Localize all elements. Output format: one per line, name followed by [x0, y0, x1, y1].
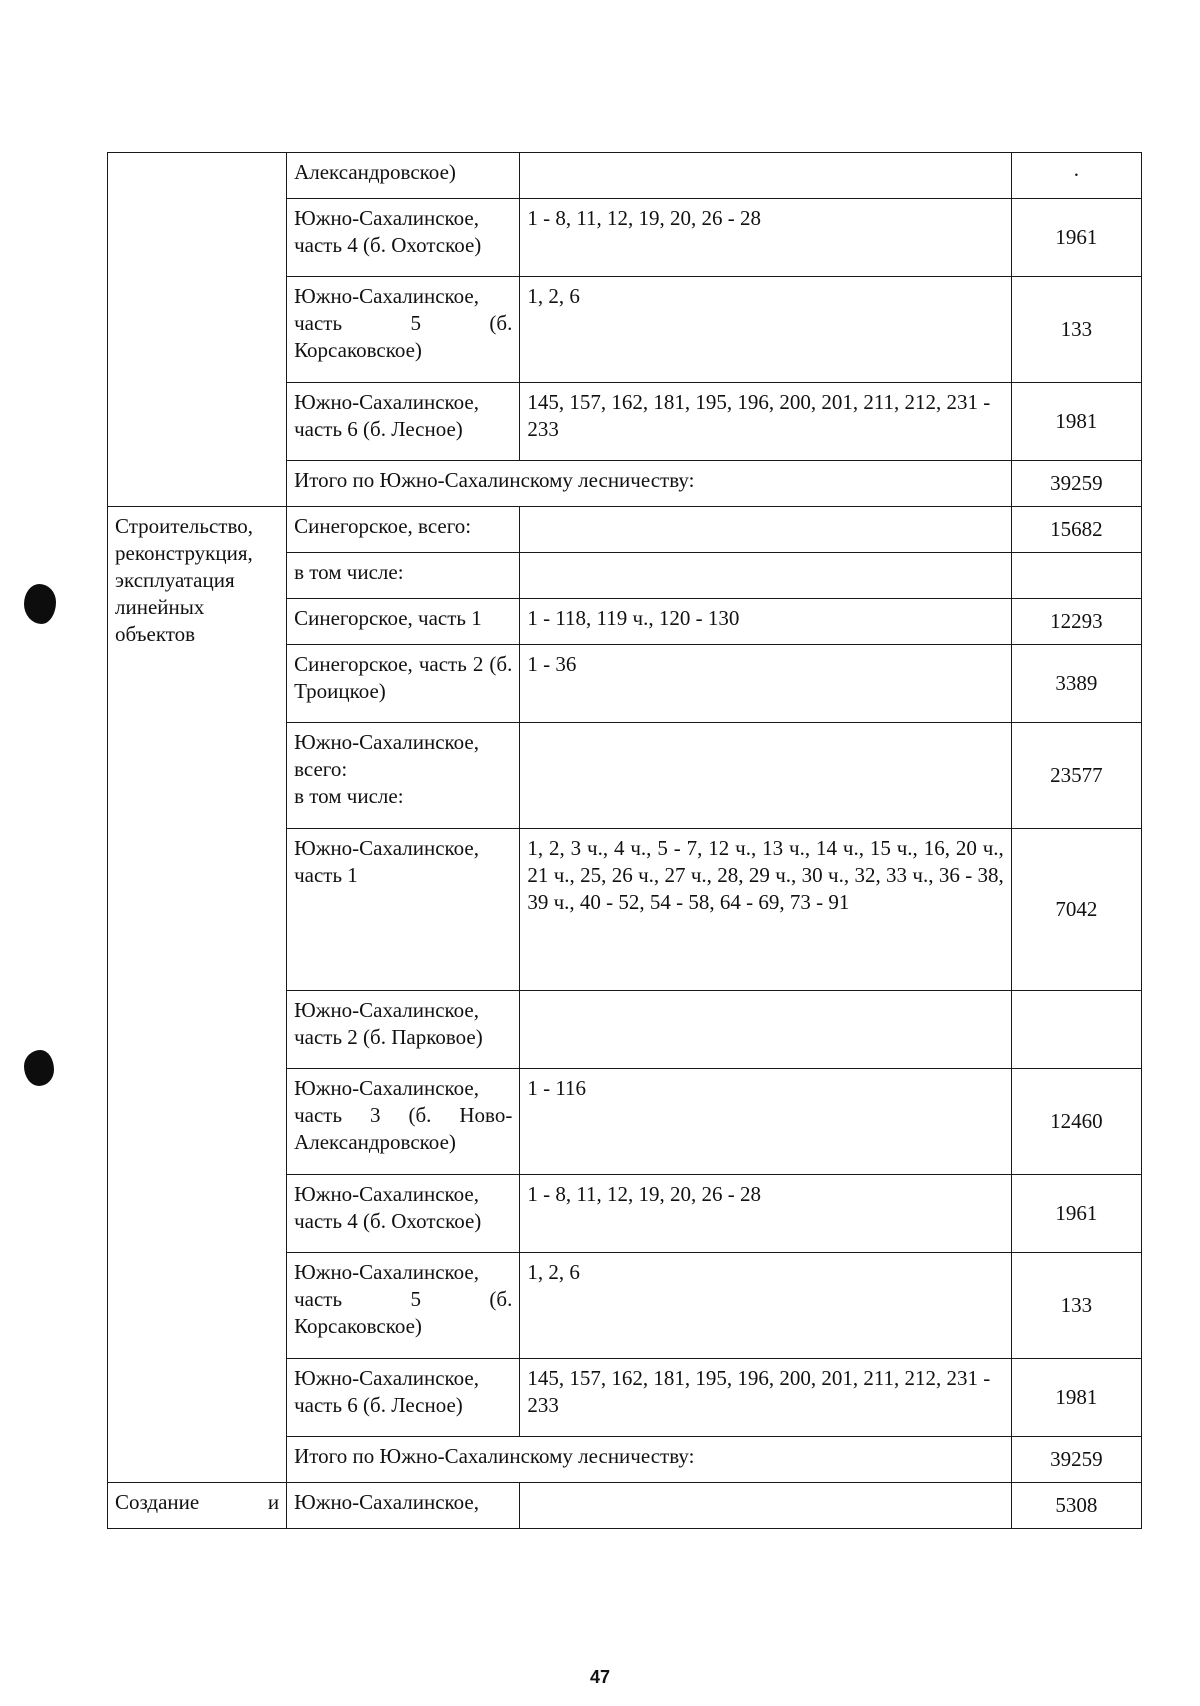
quarters-cell	[520, 723, 1011, 829]
ink-blot	[24, 1050, 54, 1086]
quarters-cell: 1 - 36	[520, 645, 1011, 723]
area-cell: 12460	[1011, 1069, 1141, 1175]
area-cell: 39259	[1011, 461, 1141, 507]
ink-blot	[24, 584, 56, 624]
quarters-cell: 145, 157, 162, 181, 195, 196, 200, 201, 211, 212, 231 - 233	[520, 1359, 1011, 1437]
quarters-cell: 145, 157, 162, 181, 195, 196, 200, 201, 211, 212, 231 - 233	[520, 383, 1011, 461]
purpose-cell	[108, 1483, 287, 1529]
forestry-cell: Южно-Сахалинское, часть 4 (б. Охотское)	[287, 1175, 520, 1253]
forestry-cell: Синегорское, часть 1	[287, 599, 520, 645]
purpose-cell	[108, 153, 287, 507]
area-cell: 1961	[1011, 199, 1141, 277]
forestry-cell: Синегорское, часть 2 (б. Троицкое)	[287, 645, 520, 723]
forestry-cell: Южно-Сахалинское, часть 3 (б. Ново-Александровское)	[287, 1069, 520, 1175]
area-cell: 1981	[1011, 1359, 1141, 1437]
table-row	[108, 153, 1142, 199]
area-cell: 1981	[1011, 383, 1141, 461]
quarters-cell: 1, 2, 6	[520, 277, 1011, 383]
area-cell: 12293	[1011, 599, 1141, 645]
total-label: Итого по Южно-Сахалинскому лесничеству:	[287, 461, 1012, 507]
quarters-cell	[520, 1483, 1011, 1529]
area-cell: 39259	[1011, 1437, 1141, 1483]
forestry-cell: Южно-Сахалинское, часть 5 (б. Корсаковское)	[287, 1253, 520, 1359]
forestry-cell: Южно-Сахалинское, часть 4 (б. Охотское)	[287, 199, 520, 277]
quarters-cell	[520, 553, 1011, 599]
page-number: 47	[589, 1667, 611, 1687]
quarters-cell: 1, 2, 3 ч., 4 ч., 5 - 7, 12 ч., 13 ч., 14 ч., 15 ч., 16, 20 ч., 21 ч., 25, 26 ч., 27 ч., 28, 29 ч., 30 ч., 32, 33 ч., 36 - 38, 39 ч., 40 - 52, 54 - 58, 64 - 69, 73 - 91	[520, 829, 1011, 991]
area-cell	[1011, 991, 1141, 1069]
forestry-table	[107, 152, 1142, 1529]
area-cell: 7042	[1011, 829, 1141, 991]
purpose-text: Создание	[115, 1490, 200, 1514]
forestry-cell: Южно-Сахалинское,	[287, 1483, 520, 1529]
total-label: Итого по Южно-Сахалинскому лесничеству:	[287, 1437, 1012, 1483]
quarters-cell	[520, 991, 1011, 1069]
area-cell: 1961	[1011, 1175, 1141, 1253]
forestry-cell: Синегорское, всего:	[287, 507, 520, 553]
quarters-cell: 1 - 8, 11, 12, 19, 20, 26 - 28	[520, 1175, 1011, 1253]
purpose-text: и	[267, 1490, 280, 1514]
area-cell: ·	[1011, 153, 1141, 199]
forestry-cell: в том числе:	[287, 553, 520, 599]
area-cell: 3389	[1011, 645, 1141, 723]
quarters-cell: 1 - 116	[520, 1069, 1011, 1175]
forestry-cell: Южно-Сахалинское, часть 1	[287, 829, 520, 991]
area-cell: 133	[1011, 277, 1141, 383]
quarters-cell: 1 - 118, 119 ч., 120 - 130	[520, 599, 1011, 645]
area-cell: 15682	[1011, 507, 1141, 553]
area-cell	[1011, 553, 1141, 599]
area-cell: 5308	[1011, 1483, 1141, 1529]
quarters-cell: 1, 2, 6	[520, 1253, 1011, 1359]
table-row	[108, 1483, 1142, 1529]
quarters-cell: 1 - 8, 11, 12, 19, 20, 26 - 28	[520, 199, 1011, 277]
forestry-note: в том числе:	[294, 784, 404, 808]
table-row	[108, 507, 1142, 553]
quarters-cell	[520, 507, 1011, 553]
forestry-cell: Южно-Сахалинское, часть 6 (б. Лесное)	[287, 383, 520, 461]
forestry-cell: Александровское)	[287, 153, 520, 199]
forestry-cell: Южно-Сахалинское, часть 5 (б. Корсаковское)	[287, 277, 520, 383]
purpose-cell: Строительство, реконструкция, эксплуатация линейных объектов	[108, 507, 287, 1483]
area-cell: 133	[1011, 1253, 1141, 1359]
quarters-cell	[520, 153, 1011, 199]
forestry-cell: Южно-Сахалинское, часть 6 (б. Лесное)	[287, 1359, 520, 1437]
area-cell: 23577	[1011, 723, 1141, 829]
forestry-name: Южно-Сахалинское, всего:	[294, 730, 479, 781]
forestry-cell: Южно-Сахалинское, часть 2 (б. Парковое)	[287, 991, 520, 1069]
forestry-cell	[287, 723, 520, 829]
